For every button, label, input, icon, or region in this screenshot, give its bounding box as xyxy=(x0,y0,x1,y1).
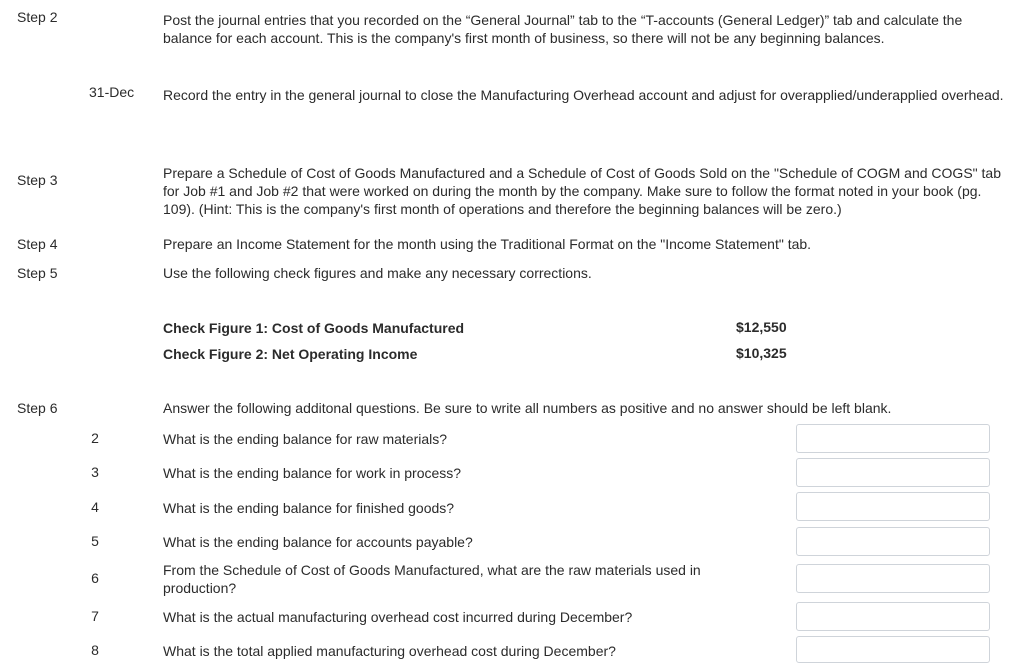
step-6-label: Step 6 xyxy=(17,400,58,416)
question-text: What is the ending balance for accounts payable? xyxy=(163,534,473,550)
step-2-instructions: Post the journal entries that you recorded on the “General Journal” tab to the “T-accounts (General Ledger)” tab and calculate the balance for each account. This is the company's first month of business, so there will not be any beginning balances. xyxy=(163,12,963,46)
step-2-date: 31-Dec xyxy=(89,84,135,100)
answer-input-raw-materials[interactable] xyxy=(796,424,990,453)
answer-input-raw-materials-used[interactable] xyxy=(796,564,990,593)
question-number: 4 xyxy=(91,499,99,515)
question-number: 2 xyxy=(91,430,99,446)
question-number: 5 xyxy=(91,533,99,549)
step-2-dated-instructions: Record the entry in the general journal to close the Manufacturing Overhead account and adjust for overapplied/underapplied overhead. xyxy=(163,87,1004,103)
question-number: 3 xyxy=(91,464,99,480)
question-text: What is the total applied manufacturing overhead cost during December? xyxy=(163,643,616,659)
step-5-label: Step 5 xyxy=(17,265,58,281)
answer-input-finished-goods[interactable] xyxy=(796,492,990,521)
check-figure-2-label: Check Figure 2: Net Operating Income xyxy=(163,346,418,362)
question-text: What is the ending balance for finished goods? xyxy=(163,500,455,516)
question-number: 8 xyxy=(91,642,99,658)
step-3-label: Step 3 xyxy=(17,172,58,188)
question-number: 6 xyxy=(91,570,99,586)
question-text: From the Schedule of Cost of Goods Manufactured, what are the raw materials used in production? xyxy=(163,562,701,596)
step-4-label: Step 4 xyxy=(17,236,58,252)
answer-input-accounts-payable[interactable] xyxy=(796,527,990,556)
answer-input-actual-overhead[interactable] xyxy=(796,602,990,631)
step-2-label: Step 2 xyxy=(17,9,58,25)
step-6-instructions: Answer the following additonal questions. Be sure to write all numbers as positive and no answer should be left blank. xyxy=(163,400,892,416)
question-text: What is the actual manufacturing overhead cost incurred during December? xyxy=(163,609,633,625)
check-figure-1-label: Check Figure 1: Cost of Goods Manufactured xyxy=(163,320,465,336)
check-figure-1-amount: $12,550 xyxy=(736,319,787,335)
step-3-instructions: Prepare a Schedule of Cost of Goods Manufactured and a Schedule of Cost of Goods Sold on the "Schedule of COGM and COGS" tab for Job #1 and Job #2 that were worked on during the month by the company. Make sure to follow the format noted in your book (pg. 109). (Hint: This is the company's first month of operations and therefore the beginning balances will be zero.) xyxy=(163,165,1001,217)
answer-input-work-in-process[interactable] xyxy=(796,458,990,487)
answer-input-applied-overhead[interactable] xyxy=(796,636,990,663)
question-number: 7 xyxy=(91,608,99,624)
step-5-instructions: Use the following check figures and make any necessary corrections. xyxy=(163,265,592,281)
step-4-instructions: Prepare an Income Statement for the month using the Traditional Format on the "Income Statement" tab. xyxy=(163,236,812,252)
check-figure-2-amount: $10,325 xyxy=(736,345,787,361)
question-text: What is the ending balance for work in process? xyxy=(163,465,462,481)
question-text: What is the ending balance for raw materials? xyxy=(163,431,448,447)
